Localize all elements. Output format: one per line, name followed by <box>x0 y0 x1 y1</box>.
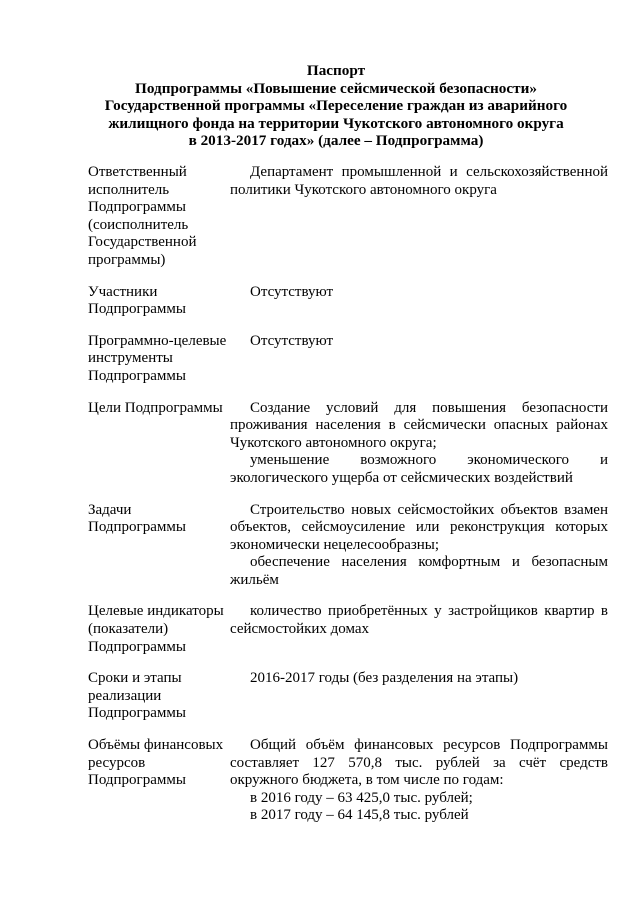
passport-table <box>88 164 608 825</box>
row-paragraph: количество приобретённых у застройщиков квартир в сейсмостойких домах <box>230 603 608 638</box>
table-row-tasks <box>88 502 608 604</box>
row-value <box>230 603 608 670</box>
row-value <box>230 400 608 502</box>
row-value <box>230 333 608 400</box>
header-program-name-line1: Государственной программы «Переселение граждан из аварийного <box>104 97 568 114</box>
header-title: Паспорт <box>306 62 366 79</box>
table-row-program-instruments <box>88 333 608 400</box>
row-label: Целевые индикаторы (показатели) Подпрограммы <box>88 603 224 655</box>
row-value <box>230 164 608 284</box>
header-subprogram-name: Подпрограммы «Повышение сейсмической безопасности» <box>135 79 537 97</box>
table-row-timeframe <box>88 670 608 737</box>
row-paragraph: Отсутствуют <box>250 283 334 300</box>
table-row-participants <box>88 284 608 333</box>
row-paragraph: Строительство новых сейсмостойких объектов взамен объектов, сейсмоусиление или реконструкция которых экономически нецелесообразны; <box>230 501 608 553</box>
table-row-goals <box>88 400 608 502</box>
header-program-name-line2: жилищного фонда на территории Чукотского автономного округа <box>108 114 564 132</box>
row-paragraph: 2016-2017 годы (без разделения на этапы) <box>250 670 519 687</box>
row-paragraph: Департамент промышленной и сельскохозяйственной политики Чукотского автономного округа <box>230 164 608 198</box>
header-program-name-line3: в 2013-2017 годах» (далее – Подпрограмма) <box>188 132 484 149</box>
row-paragraph: в 2016 году – 63 425,0 тыс. рублей; <box>250 789 473 806</box>
row-paragraph: Отсутствуют <box>250 332 334 349</box>
row-label: Объёмы финансовых ресурсов Подпрограммы <box>88 737 224 789</box>
row-paragraph: обеспечение населения комфортным и безопасным жильём <box>230 554 608 588</box>
row-label: Ответственный исполнитель Подпрограммы (соисполнитель Государственной программы) <box>88 164 197 268</box>
table-row-responsible-executor <box>88 164 608 284</box>
row-label: Участники Подпрограммы <box>88 283 186 318</box>
row-label: Задачи Подпрограммы <box>88 501 186 536</box>
row-value <box>230 670 608 737</box>
passport-header <box>60 62 612 150</box>
table-row-target-indicators <box>88 603 608 670</box>
row-label: Сроки и этапы реализации Подпрограммы <box>88 670 186 722</box>
row-paragraph: в 2017 году – 64 145,8 тыс. рублей <box>250 807 469 824</box>
row-paragraph: Общий объём финансовых ресурсов Подпрограммы составляет 127 570,8 тыс. рублей за счёт средств окружного бюджета, в том числе по годам: <box>230 737 608 789</box>
row-value <box>230 284 608 333</box>
row-label: Программно-целевые инструменты Подпрограммы <box>88 332 227 384</box>
table-row-financing <box>88 737 608 825</box>
row-value <box>230 502 608 604</box>
row-paragraph: Создание условий для повышения безопасности проживания населения в сейсмически опасных районах Чукотского автономного округа; <box>230 399 608 451</box>
row-paragraph: уменьшение возможного экономического и экологического ущерба от сейсмических воздействий <box>230 452 608 486</box>
row-label: Цели Подпрограммы <box>88 399 223 416</box>
row-value <box>230 737 608 825</box>
